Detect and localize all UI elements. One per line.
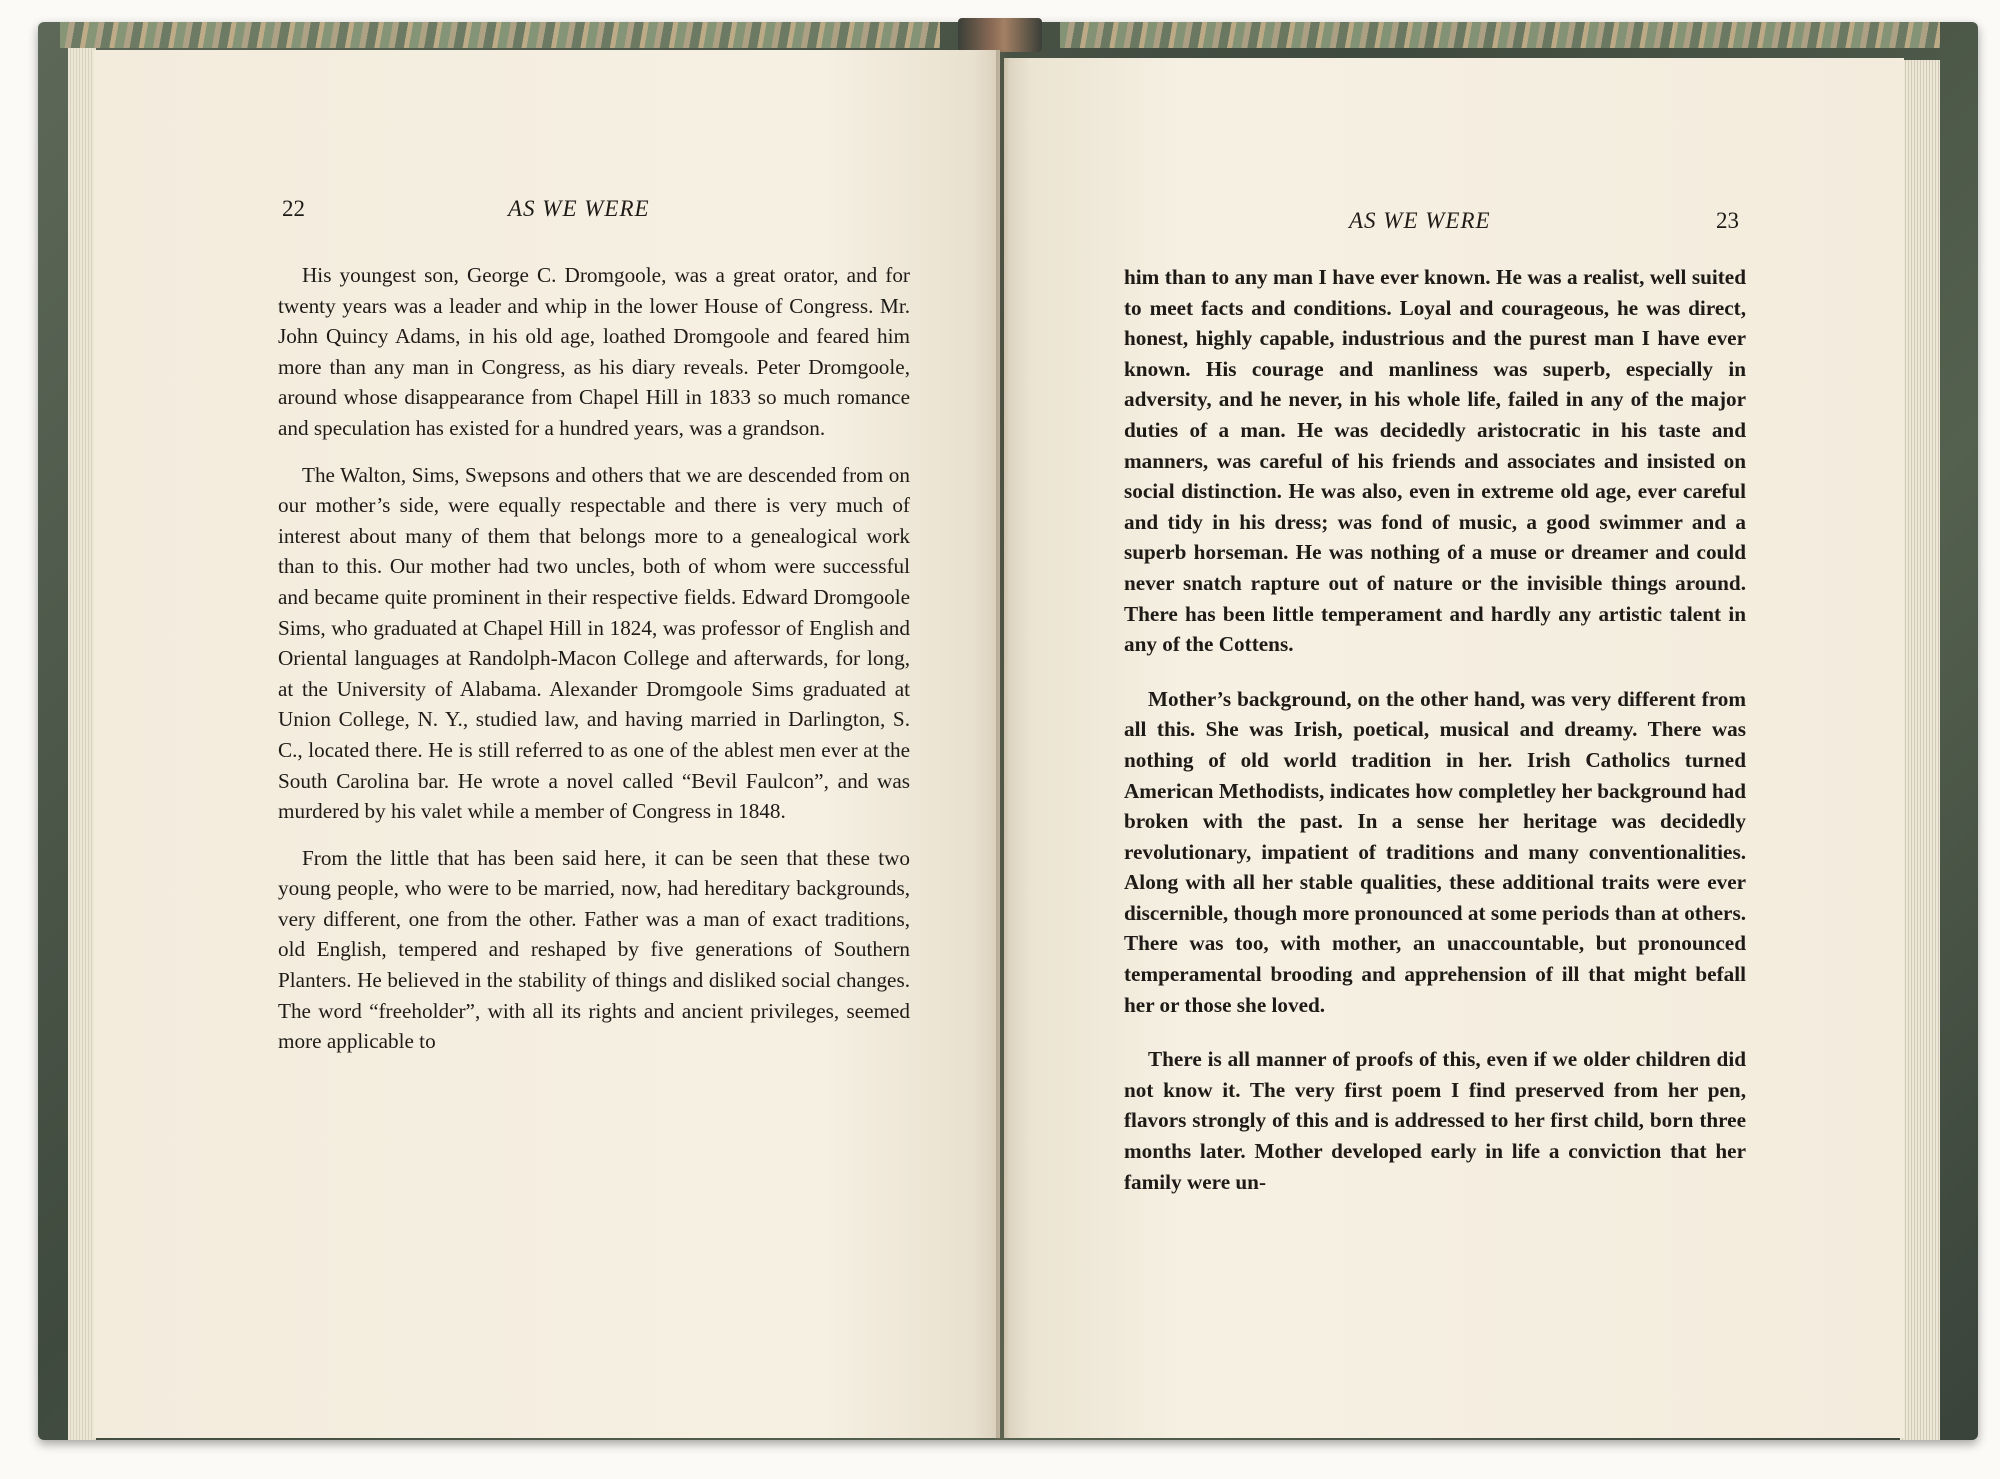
book-spine — [958, 18, 1042, 52]
paragraph: From the little that has been said here, it can be seen that these two young people, who were to be married, now, had hereditary backgrounds, very different, one from the other. Father was a man of exact traditions, old English, tempered and reshaped by five generations of Southern Planters. He believed in the stability of things and disliked social changes. The word “freeholder”, with all its rights and ancient privileges, seemed more applicable to — [278, 845, 910, 1054]
page-edges-right — [1900, 60, 1940, 1440]
paragraph: him than to any man I have ever known. He was a realist, well suited to meet facts and conditions. Loyal and courageous, he was direct, honest, highly capable, industrious and the purest man I have ever known. His courage and manliness was superb, especially in adversity, and he never, in his whole life, failed in any of the major duties of a man. He was decidedly aristocratic in his taste and manners, was careful of his friends and associates and insisted on social distinction. He was also, even in extreme old age, ever careful and tidy in his dress; was fond of music, a good swimmer and a superb horseman. He was nothing of a muse or dreamer and could never snatch rapture out of nature or the invisible things around. There has been little temperament and hardly any artistic talent in any of the Cottens. — [1124, 265, 1746, 657]
running-head: AS WE WERE — [508, 196, 650, 221]
page-text — [278, 260, 910, 1057]
paragraph: His youngest son, George C. Dromgoole, was a great orator, and for twenty years was a leader and whip in the lower House of Congress. Mr. John Quincy Adams, in his old age, loathed Dromgoole and feared him more than any man in Congress, as his diary reveals. Peter Dromgoole, around whose disappearance from Chapel Hill in 1833 so much romance and speculation has existed for a hundred years, was a grandson. — [278, 263, 910, 440]
page-number: 23 — [1716, 208, 1739, 233]
running-head: AS WE WERE — [1349, 208, 1491, 233]
page-number: 22 — [282, 196, 305, 221]
book-gutter — [996, 50, 1010, 1440]
right-page — [1004, 58, 1904, 1438]
marbled-board-left — [60, 22, 940, 48]
paragraph: The Walton, Sims, Swepsons and others that we are descended from on our mother’s side, were equally respectable and there is very much of interest about many of them that belongs more to a genealogical work than to this. Our mother had two uncles, both of whom were successful and became quite prominent in their respective fields. Edward Dromgoole Sims, who graduated at Chapel Hill in 1824, was professor of English and Oriental languages at Randolph-Macon College and afterwards, for long, at the University of Alabama. Alexander Dromgoole Sims graduated at Union College, N. Y., studied law, and having married in Darlington, S. C., located there. He is still referred to as one of the ablest men ever at the South Carolina bar. He wrote a novel called “Bevil Faulcon”, and was murdered by his valet while a member of Congress in 1848. — [278, 462, 910, 824]
paragraph: Mother’s background, on the other hand, was very different from all this. She was Irish, poetical, musical and dreamy. There was nothing of old world tradition in her. Irish Catholics turned American Methodists, indicates how completley her background had broken with the past. In a sense her heritage was decidedly revolutionary, impatient of traditions and many conventionalities. Along with all her stable qualities, these additional traits were ever discernible, though more pronounced at some periods than at others. There was too, with mother, an unaccountable, but pronounced temperamental brooding and apprehension of ill that might befall her or those she loved. — [1124, 686, 1746, 1017]
marbled-board-right — [1060, 22, 1940, 48]
page-text — [1124, 262, 1746, 1197]
left-page — [94, 50, 1000, 1438]
paragraph: There is all manner of proofs of this, even if we older children did not know it. The very first poem I find preserved from her pen, flavors strongly of this and is addressed to her first child, born three months later. Mother developed early in life a conviction that her family were un- — [1124, 1047, 1746, 1194]
page-edges-left — [68, 48, 96, 1440]
